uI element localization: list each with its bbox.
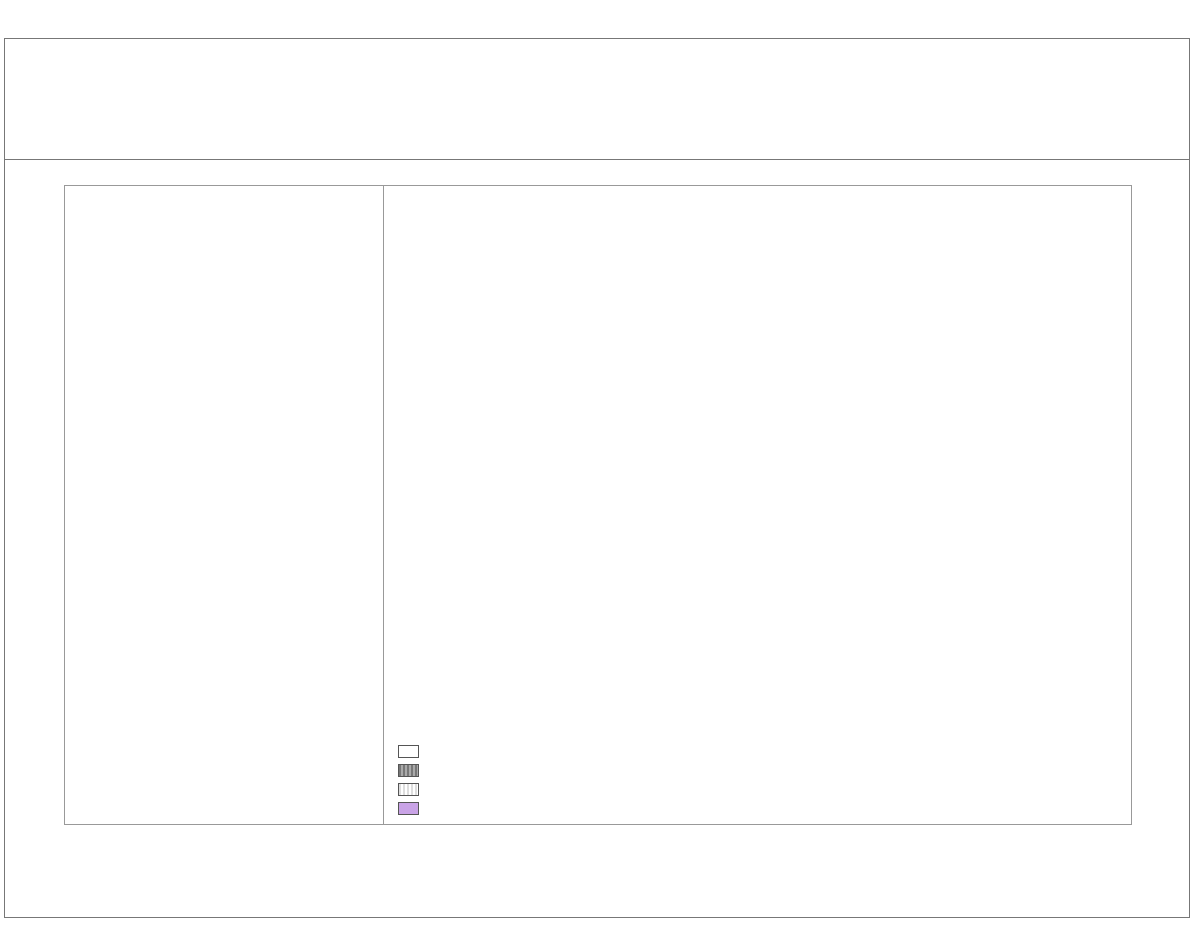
legend-swatch — [398, 764, 419, 777]
legend-item — [398, 761, 429, 780]
drawing-legend — [398, 742, 429, 818]
legend-swatch — [398, 783, 419, 796]
legend-swatch — [398, 802, 419, 815]
legend-item — [398, 799, 429, 818]
architectural-drawings — [384, 240, 1104, 730]
legend-item — [398, 742, 429, 761]
header-band — [4, 38, 1190, 160]
legend-item — [398, 780, 429, 799]
legend-swatch — [398, 745, 419, 758]
